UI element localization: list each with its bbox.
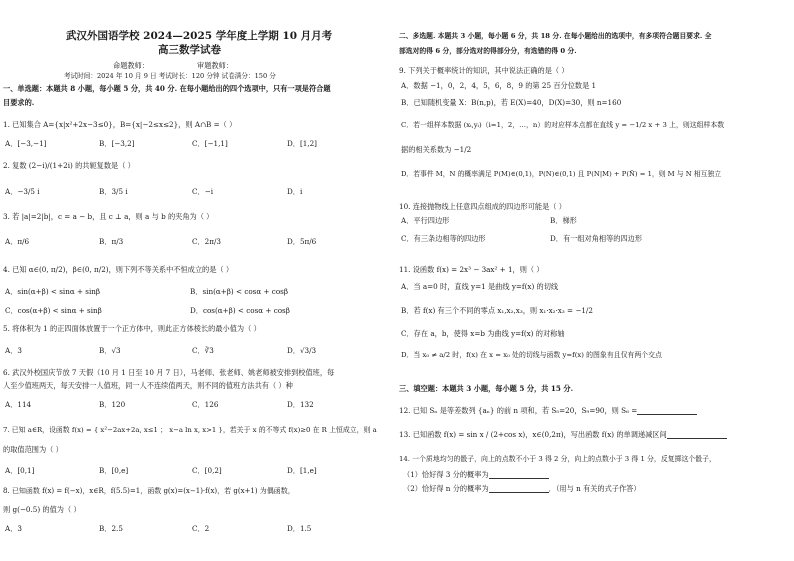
q7-option-a: A．[0,1] xyxy=(5,466,35,475)
section2-heading-cont: 部选对的得 6 分，部分选对的得部分分，有选错的得 0 分. xyxy=(399,47,577,55)
q4-option-c: C．cos(α+β) < sinα + sinβ xyxy=(5,306,102,315)
q1-option-a: A．[−3,−1] xyxy=(5,139,47,148)
q6-option-d: D．132 xyxy=(287,400,314,409)
section1-heading-cont: 目要求的. xyxy=(3,98,35,107)
q5-option-a: A．3 xyxy=(5,346,22,355)
q8-option-a: A．3 xyxy=(5,524,22,533)
q10-option-a: A．平行四边形 xyxy=(401,216,450,225)
q5-option-d: D．√3/3 xyxy=(287,346,317,355)
question-13-text: 13. 已知函数 f(x) = sin x / (2+cos x)，x∈(0,2π)，写出函数 f(x) 的单调递减区间 xyxy=(399,430,667,439)
q2-option-c: C．−i xyxy=(192,187,214,196)
q7-option-d: D．[1,e] xyxy=(287,466,317,475)
q5-option-b: B．√3 xyxy=(99,346,121,355)
q4-option-d: D．cos(α+β) < cosα + cosβ xyxy=(190,306,290,315)
question-12 xyxy=(399,406,697,415)
q3-option-a: A．π/6 xyxy=(5,237,30,246)
exam-meta: 考试时间：2024 年 10 月 9 日 考试时长：120 分钟 试卷满分：150 分 xyxy=(64,72,276,80)
q4-option-b: B．sin(α+β) < cosα + cosβ xyxy=(190,287,288,296)
q3-option-c: C．2π/3 xyxy=(192,237,221,246)
q1-option-c: C．[−1,1] xyxy=(192,139,228,148)
q9-option-a: A．数据 −1，0，2，4，5，6，8，9 的第 25 百分位数是 1 xyxy=(401,81,597,90)
q7-option-b: B．[0,e] xyxy=(99,466,129,475)
q1-option-b: B．[−3,2] xyxy=(99,139,135,148)
exam-title: 武汉外国语学校 2024—2025 学年度上学期 10 月月考 xyxy=(66,30,333,42)
q10-option-c: C．有三条边相等的四边形 xyxy=(401,234,486,243)
q11-option-c: C．存在 a，b，使得 x=b 为曲线 y=f(x) 的对称轴 xyxy=(401,329,565,338)
question-12-text: 12. 已知 Sₙ 是等差数列 {aₙ} 的前 n 项和，若 S₅=20，S₉=90，则 S₆ = xyxy=(399,406,638,415)
q13-answer-blank[interactable] xyxy=(667,431,727,439)
question-14: 14. 一个质地均匀的骰子，向上的点数不小于 3 得 2 分，向上的点数小于 3 得 1 分，反复掷这个骰子， xyxy=(399,455,716,463)
q4-option-a: A．sin(α+β) < sinα + sinβ xyxy=(5,287,101,296)
q9-option-b: B．已知随机变量 X：B(n,p)，若 E(X)=40，D(X)=30，则 n=160 xyxy=(401,98,622,107)
q10-option-d: D．有一组对角相等的四边形 xyxy=(550,234,643,243)
q12-answer-blank[interactable] xyxy=(637,407,697,415)
section1-heading: 一、单选题：本题共 8 小题，每小题 5 分，共 40 分. 在每小题给出的四个选项中，只有一项是符合题 xyxy=(3,84,331,93)
q3-option-b: B．π/3 xyxy=(99,237,124,246)
question-6: 6. 武汉外校国庆节放 7 天假（10 月 1 日至 10 月 7 日），马老师、张老师、姚老师被安排到校值班，每 xyxy=(3,368,335,377)
q14-part1-blank[interactable] xyxy=(489,471,549,479)
q8-option-c: C．2 xyxy=(192,524,210,533)
question-10: 10. 连接抛物线上任意四点组成的四边形可能是（ ） xyxy=(399,202,566,211)
q11-option-b: B．若 f(x) 有三个不同的零点 x₁,x₂,x₃，则 x₁·x₂·x₃ = −1/2 xyxy=(401,306,593,315)
right-column xyxy=(397,0,794,561)
q6-option-a: A．114 xyxy=(5,400,32,409)
q2-option-d: D．i xyxy=(287,187,303,196)
question-2: 2. 复数 (2−i)/(1+2i) 的共轭复数是（ ） xyxy=(3,161,135,170)
question-4: 4. 已知 α∈(0, π/2)，β∈(0, π/2)，则下列不等关系中不恒成立的是（ ） xyxy=(3,265,234,274)
q14-part2 xyxy=(403,484,641,493)
q9-option-c: C．若一组样本数据 (xᵢ,yᵢ)（i=1，2，…，n）的对应样本点都在直线 y = −1/2 x + 3 上，则这组样本数 xyxy=(401,121,725,129)
q14-part2-blank[interactable] xyxy=(489,485,549,493)
q3-option-d: D．5π/6 xyxy=(287,237,317,246)
q6-option-b: B．120 xyxy=(99,400,126,409)
question-7: 7. 已知 a∈R，设函数 f(x) = { x²−2ax+2a, x≤1 ； x−a ln x, x>1 }，若关于 x 的不等式 f(x)≥0 在 R 上恒成立，则 a xyxy=(3,426,377,434)
q10-option-b: B．梯形 xyxy=(550,216,577,225)
q6-option-c: C．126 xyxy=(192,400,219,409)
question-9: 9. 下列关于概率统计的知识，其中说法正确的是（ ） xyxy=(399,66,569,75)
question-13 xyxy=(399,430,727,439)
section2-heading: 二、多选题. 本题共 3 小题，每小题 6 分，共 18 分. 在每小题给出的选项中，有多项符合题目要求. 全 xyxy=(399,32,712,40)
question-8-cont: 则 g(−0.5) 的值为（ ） xyxy=(3,505,81,514)
q9-option-d: D．若事件 M，N 的概率满足 P(M)∈(0,1)，P(N)∈(0,1) 且 P(N|M) + P(N̄) = 1，则 M 与 N 相互独立 xyxy=(401,170,722,178)
setter-label: 命题教师： xyxy=(113,61,149,70)
question-3: 3. 若 |a|=2|b|，c = a − b，且 c ⊥ a，则 a 与 b 的夹角为（ ） xyxy=(3,212,214,221)
question-11: 11. 设函数 f(x) = 2x³ − 3ax² + 1，则（ ） xyxy=(399,265,544,274)
q2-option-a: A．−3/5 i xyxy=(5,187,40,196)
question-6-cont: 人至少值班两天，每天安排一人值班，同一人不连续值两天，则不同的值班方法共有（ ）种 xyxy=(3,381,293,390)
q11-option-d: D．当 x₀ ≠ a/2 时，f(x) 在 x = x₀ 处的切线与函数 y=f(x) 的图象有且仅有两个交点 xyxy=(401,351,662,359)
q11-option-a: A．当 a=0 时，直线 y=1 是曲线 y=f(x) 的切线 xyxy=(401,282,559,291)
q14-part1 xyxy=(403,470,549,479)
q8-option-d: D．1.5 xyxy=(287,524,312,533)
exam-subtitle: 高三数学试卷 xyxy=(158,44,221,56)
q9-option-c-cont: 据的相关系数为 −1/2 xyxy=(401,145,472,154)
q5-option-c: C．∛3 xyxy=(192,346,214,355)
question-7-cont: 的取值范围为（ ） xyxy=(3,445,63,454)
q14-part2-text: （2）恰好得 n 分的概率为 xyxy=(403,484,489,493)
q8-option-b: B．2.5 xyxy=(99,524,123,533)
section3-heading: 三、填空题：本题共 3 小题，每小题 5 分，共 15 分. xyxy=(399,384,574,393)
left-column xyxy=(0,0,392,561)
q1-option-d: D．[1,2] xyxy=(287,139,317,148)
q14-part2-tail: ．（用与 n 有关的式子作答） xyxy=(548,484,641,493)
q14-part1-text: （1）恰好得 3 分的概率为 xyxy=(403,470,489,479)
q7-option-c: C．[0,2] xyxy=(192,466,222,475)
reviewer-label: 审题教师： xyxy=(197,61,233,70)
question-1: 1. 已知集合 A={x|x²+2x−3≤0}，B={x|−2≤x≤2}，则 A∩B =（ ） xyxy=(3,120,237,129)
q2-option-b: B．3/5 i xyxy=(99,187,128,196)
question-5: 5. 将体积为 1 的正四面体放置于一个正方体中，则此正方体棱长的最小值为（ ） xyxy=(3,324,261,333)
question-8: 8. 已知函数 f(x) = f(−x)，x∈R，f(5.5)=1，函数 g(x)=(x−1)·f(x)，若 g(x+1) 为偶函数， xyxy=(3,487,295,495)
